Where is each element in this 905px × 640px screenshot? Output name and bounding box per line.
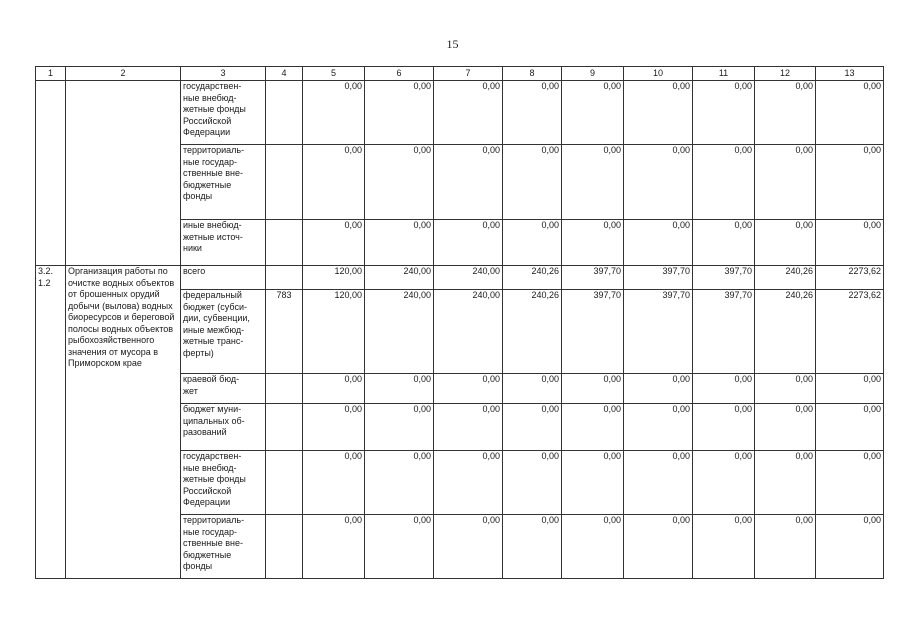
amount-cell: 0,00 [562,374,624,404]
amount-cell: 397,70 [624,266,693,290]
column-header: 11 [693,67,755,81]
amount-cell: 0,00 [693,220,755,266]
amount-cell: 0,00 [562,515,624,579]
funding-source: краевой бюд- жет [181,374,266,404]
amount-cell: 0,00 [434,374,503,404]
amount-cell: 0,00 [816,404,884,451]
amount-cell: 0,00 [562,451,624,515]
amount-cell: 0,00 [365,515,434,579]
amount-cell: 120,00 [303,266,365,290]
budget-code [266,220,303,266]
amount-cell: 0,00 [624,515,693,579]
column-header: 13 [816,67,884,81]
amount-cell: 0,00 [624,145,693,220]
amount-cell: 0,00 [562,81,624,145]
amount-cell: 0,00 [303,220,365,266]
amount-cell: 0,00 [434,220,503,266]
table-row [36,266,884,290]
column-header: 9 [562,67,624,81]
budget-code [266,515,303,579]
column-header: 8 [503,67,562,81]
funding-source: территориаль- ные государ- ственные вне- бюджетные фонды [181,145,266,220]
amount-cell: 0,00 [755,515,816,579]
amount-cell: 0,00 [365,220,434,266]
amount-cell: 0,00 [755,404,816,451]
amount-cell: 240,26 [755,266,816,290]
column-header: 1 [36,67,66,81]
amount-cell: 0,00 [755,374,816,404]
row-name-cell [66,81,181,266]
amount-cell: 397,70 [693,266,755,290]
funding-source: федеральный бюджет (субси- дии, субвенции, иные межбюд- жетные транс- ферты) [181,290,266,374]
amount-cell: 0,00 [816,515,884,579]
budget-code [266,374,303,404]
amount-cell: 0,00 [624,220,693,266]
amount-cell: 0,00 [303,515,365,579]
amount-cell: 0,00 [503,451,562,515]
amount-cell: 240,00 [365,266,434,290]
amount-cell: 0,00 [503,220,562,266]
amount-cell: 0,00 [434,515,503,579]
amount-cell: 397,70 [562,266,624,290]
row-number-cell [36,81,66,266]
amount-cell: 0,00 [303,374,365,404]
budget-code [266,81,303,145]
amount-cell: 0,00 [503,145,562,220]
budget-code [266,145,303,220]
amount-cell: 0,00 [303,145,365,220]
budget-code [266,404,303,451]
amount-cell: 0,00 [365,81,434,145]
budget-code [266,451,303,515]
amount-cell: 0,00 [434,451,503,515]
column-header: 5 [303,67,365,81]
column-header: 3 [181,67,266,81]
amount-cell: 240,26 [503,290,562,374]
column-header: 6 [365,67,434,81]
funding-source: всего [181,266,266,290]
amount-cell: 0,00 [755,220,816,266]
amount-cell: 0,00 [365,374,434,404]
amount-cell: 0,00 [365,404,434,451]
amount-cell: 0,00 [562,145,624,220]
amount-cell: 397,70 [562,290,624,374]
amount-cell: 0,00 [816,451,884,515]
amount-cell: 2273,62 [816,290,884,374]
amount-cell: 120,00 [303,290,365,374]
amount-cell: 240,26 [503,266,562,290]
amount-cell: 240,00 [365,290,434,374]
amount-cell: 0,00 [365,145,434,220]
amount-cell: 0,00 [693,145,755,220]
amount-cell: 0,00 [816,220,884,266]
amount-cell: 0,00 [693,81,755,145]
amount-cell: 397,70 [624,290,693,374]
amount-cell: 240,26 [755,290,816,374]
amount-cell: 0,00 [755,451,816,515]
amount-cell: 0,00 [816,145,884,220]
amount-cell: 397,70 [693,290,755,374]
budget-table [35,66,884,579]
amount-cell: 0,00 [624,374,693,404]
amount-cell: 0,00 [816,81,884,145]
amount-cell: 0,00 [693,451,755,515]
funding-source: государствен- ные внебюд- жетные фонды Российской Федерации [181,81,266,145]
amount-cell: 240,00 [434,290,503,374]
column-header: 12 [755,67,816,81]
amount-cell: 0,00 [303,404,365,451]
amount-cell: 0,00 [434,404,503,451]
funding-source: бюджет муни- ципальных об- разований [181,404,266,451]
amount-cell: 0,00 [624,81,693,145]
funding-source: иные внебюд- жетные источ- ники [181,220,266,266]
amount-cell: 0,00 [503,374,562,404]
amount-cell: 2273,62 [816,266,884,290]
amount-cell: 0,00 [434,81,503,145]
section-name: Организация работы по очистке водных объектов от брошенных орудий добычи (вылова) водных биоресурсов и береговой полосы водных объектов рыбохозяйственного значения от мусора в Приморском крае [66,266,181,579]
amount-cell: 240,00 [434,266,503,290]
amount-cell: 0,00 [562,404,624,451]
funding-source: территориаль- ные государ- ственные вне- бюджетные фонды [181,515,266,579]
amount-cell: 0,00 [562,220,624,266]
amount-cell: 0,00 [693,374,755,404]
budget-code: 783 [266,290,303,374]
column-header: 7 [434,67,503,81]
column-header: 10 [624,67,693,81]
amount-cell: 0,00 [816,374,884,404]
column-number-row [36,67,884,81]
amount-cell: 0,00 [503,515,562,579]
amount-cell: 0,00 [365,451,434,515]
amount-cell: 0,00 [434,145,503,220]
table-row [36,81,884,145]
amount-cell: 0,00 [624,451,693,515]
funding-source: государствен- ные внебюд- жетные фонды Российской Федерации [181,451,266,515]
amount-cell: 0,00 [503,404,562,451]
column-header: 2 [66,67,181,81]
amount-cell: 0,00 [503,81,562,145]
amount-cell: 0,00 [303,81,365,145]
amount-cell: 0,00 [693,404,755,451]
amount-cell: 0,00 [755,145,816,220]
column-header: 4 [266,67,303,81]
page-number: 15 [446,37,459,51]
amount-cell: 0,00 [755,81,816,145]
budget-code [266,266,303,290]
amount-cell: 0,00 [624,404,693,451]
amount-cell: 0,00 [693,515,755,579]
amount-cell: 0,00 [303,451,365,515]
section-number: 3.2. 1.2 [36,266,66,579]
